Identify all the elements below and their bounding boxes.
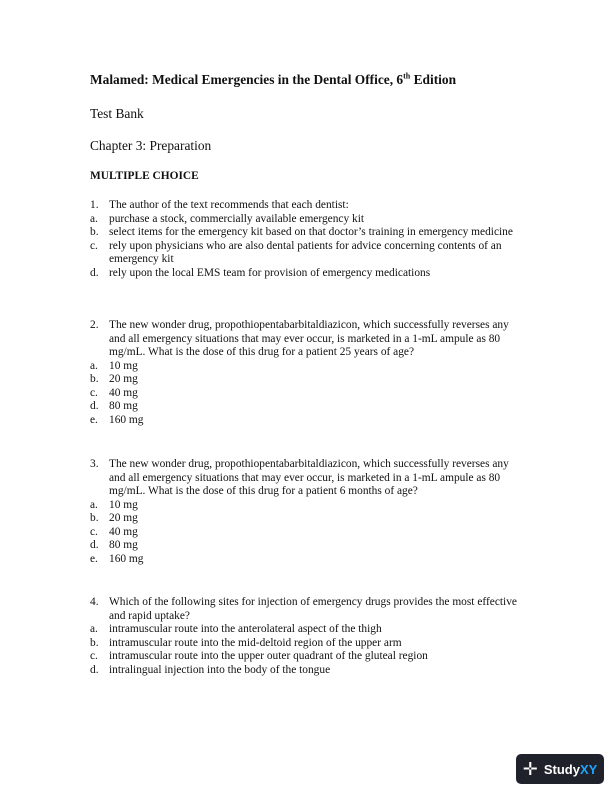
question-number: 4. [90,596,99,608]
question-text: The new wonder drug, propothiopentabarbitaldiazicon, which successfully reverses any and all emergency situations that may ever occur, is marketed in a 1-mL ampule as 80 mg/mL. What is the dose of this drug for a patient 6 months of age? [109,458,509,497]
option-text: 80 mg [109,400,138,412]
chapter-title: Chapter 3: Preparation [90,138,212,153]
option-text: 40 mg [109,525,138,538]
option-text: 160 mg [109,413,144,426]
option-label: b. [90,512,99,524]
option-label: c. [90,650,98,662]
question-text: The new wonder drug, propothiopentabarbitaldiazicon, which successfully reverses any and all emergency situations that may ever occur, is marketed in a 1-mL ampule as 80 mg/mL. What is the dose of this drug for a patient 25 years of age? [109,319,509,358]
option-label: b. [90,636,99,649]
option-text: 20 mg [109,512,138,524]
option-label: c. [90,239,98,252]
plus-icon: ✛ [522,759,538,779]
question-number: 1. [90,199,99,211]
option-label: a. [90,359,98,372]
option-label: d. [90,400,99,412]
option-label: d. [90,539,99,551]
subtitle: Test Bank [90,106,144,121]
option-label: b. [90,226,99,238]
option-label: a. [90,212,98,225]
option-text: intramuscular route into the upper outer quadrant of the gluteal region [109,650,428,662]
option-label: c. [90,386,98,399]
option-text: 80 mg [109,539,138,551]
question-number: 3. [90,458,99,470]
section-heading: MULTIPLE CHOICE [90,170,199,182]
question-3 [90,458,520,566]
option-label: d. [90,266,99,279]
option-label: e. [90,413,98,426]
question-2 [90,319,520,427]
option-text: 20 mg [109,373,138,385]
option-text: intralingual injection into the body of the tongue [109,663,331,676]
option-text: 10 mg [109,498,138,511]
option-label: e. [90,552,98,565]
option-text: intramuscular route into the anterolateral aspect of the thigh [109,623,382,635]
option-text: rely upon the local EMS team for provision of emergency medications [109,266,431,279]
brand-name: StudyXY [543,761,598,777]
option-text: purchase a stock, commercially available emergency kit [109,212,365,225]
option-text: 10 mg [109,359,138,372]
option-label: a. [90,498,98,511]
question-1 [90,199,520,280]
option-text: intramuscular route into the mid-deltoid region of the upper arm [109,636,402,649]
book-title: Malamed: Medical Emergencies in the Dental Office, 6th Edition [90,71,457,87]
option-text: 40 mg [109,386,138,399]
question-4 [90,596,520,677]
option-label: a. [90,623,98,635]
option-text: 160 mg [109,552,144,565]
option-label: b. [90,373,99,385]
option-text: rely upon physicians who are also dental patients for advice concerning contents of an emergency kit [109,239,502,265]
option-label: c. [90,525,98,538]
studyxy-badge[interactable] [516,754,604,784]
option-label: d. [90,663,99,676]
question-text: Which of the following sites for injection of emergency drugs provides the most effective and rapid uptake? [109,596,517,622]
option-text: select items for the emergency kit based on that doctor’s training in emergency medicine [109,226,513,238]
question-text: The author of the text recommends that each dentist: [109,199,349,211]
question-number: 2. [90,319,99,331]
